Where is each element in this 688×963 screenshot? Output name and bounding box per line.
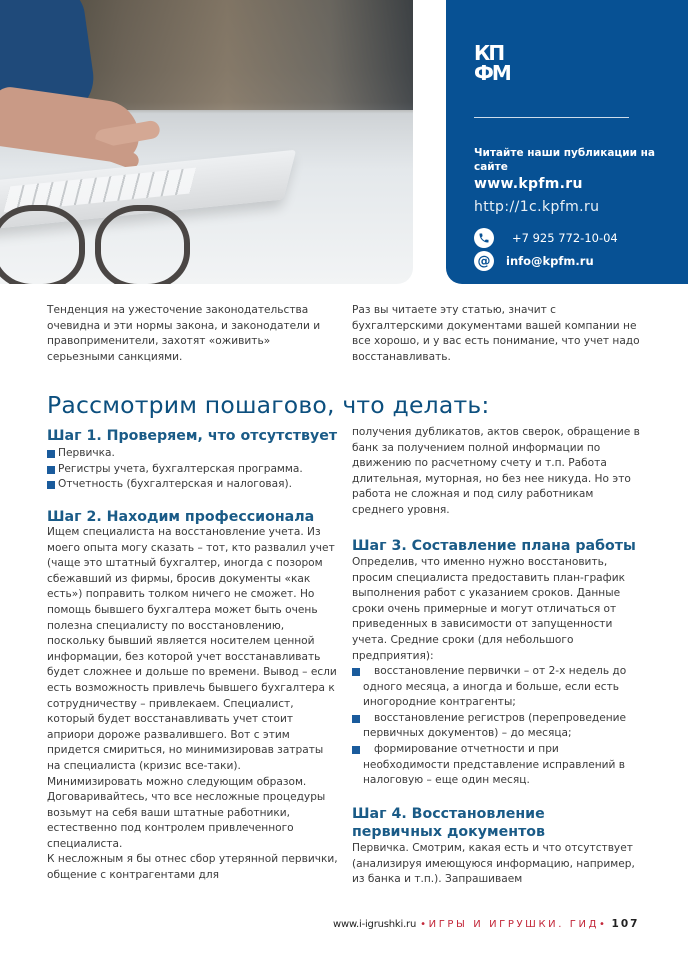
step-3-list — [352, 664, 644, 789]
step-2-body — [47, 525, 339, 884]
list-item: Отчетность (бухгалтерская и налоговая). — [47, 477, 337, 493]
intro-paragraph-right: Раз вы читаете эту статью, значит с бухгалтерскими документами вашей компании не все хорошо, и у вас есть понимание, что учет надо восстанавливать. — [352, 304, 640, 363]
step-2-continuation: получения дубликатов, актов сверок, обращение в банк за получением полной информации по движению по расчетному счету и т.п. Работа длительная, муторная, но без нее никуда. Но это работа не сложная и под силу работникам среднего уровня. — [352, 426, 640, 516]
step-1-list — [47, 446, 337, 493]
read-publications-text: Читайте наши публикации на сайте — [474, 147, 655, 173]
footer-site-link[interactable]: www.i-igrushki.ru — [333, 919, 417, 930]
photo-glasses — [0, 205, 190, 284]
panel-divider — [474, 117, 629, 118]
glasses-lens — [95, 205, 190, 284]
magazine-title: •ИГРЫ И ИГРУШКИ. ГИД• — [420, 919, 608, 930]
list-item: Первичка. — [47, 446, 337, 462]
intro-paragraph-left: Тенденция на ужесточение законодательства очевидна и эти нормы закона, и законодатели и правоприменители, захотят «оживить» серьезными санкциями. — [47, 304, 321, 363]
phone-contact[interactable] — [474, 228, 618, 248]
kpfm-logo — [474, 43, 514, 83]
step-2-heading: Шаг 2. Находим профессионала — [47, 509, 315, 525]
page-footer — [333, 918, 639, 930]
page-number: 107 — [611, 918, 640, 930]
email-contact[interactable] — [474, 251, 594, 271]
list-item: Регистры учета, бухгалтерская программа. — [47, 462, 337, 478]
step-3-heading: Шаг 3. Составление плана работы — [352, 538, 636, 554]
at-icon: @ — [474, 251, 494, 271]
section-heading: Рассмотрим пошагово, что делать: — [47, 391, 490, 419]
publisher-info-panel — [446, 0, 688, 284]
hero-photo — [0, 0, 413, 284]
step-4-heading: Шаг 4. Восстановление первичных документов — [352, 806, 546, 840]
list-item: формирование отчетности и при необходимости представление исправлений в налоговую – еще один месяц. — [352, 742, 644, 789]
step-1-heading: Шаг 1. Проверяем, что отсутствует — [47, 428, 338, 444]
phone-icon — [474, 228, 494, 248]
step-4-body: Первичка. Смотрим, какая есть и что отсутствует (анализируя имеющуюся информацию, например, из банка и т.п.). Запрашиваем — [352, 842, 635, 886]
glasses-lens — [0, 205, 85, 284]
logo-line-2: ФМ — [474, 61, 510, 85]
list-item: восстановление первички – от 2-х недель до одного месяца, а иногда и больше, если есть иногородние контрагенты; — [352, 664, 644, 711]
email-address: info@kpfm.ru — [506, 254, 594, 268]
website-link[interactable]: www.kpfm.ru — [474, 176, 583, 192]
website-1c-link[interactable]: http://1c.kpfm.ru — [474, 199, 600, 215]
logo-line-1: КП — [474, 41, 504, 65]
step-3-body: Определив, что именно нужно восстановить, просим специалиста предоставить план-график выполнения работ с указанием сроков. Данные сроки очень примерные и могут отличаться от приведенных в зависимости от запущенности учета. Средние сроки (для небольшого предприятия): — [352, 556, 626, 662]
list-item: восстановление регистров (перепроведение первичных документов) – до месяца; — [352, 711, 644, 742]
step-2-paragraph: Ищем специалиста на восстановление учета. Из моего опыта могу сказать – тот, кто развалил учет (чаще это штатный бухгалтер, иногда с позором сбежавший из фирмы, бросив документы «как есть») поправить толком ничего не сможет. Но помощь бывшего бухгалтера может быть очень полезна специалисту по восстановлению, поскольку бывший является носителем ценной информации, без которой учет восстанавливать будет сложнее и дольше по времени. Вывод – если есть возможность привлечь бывшего бухгалтера к сотрудничеству – привлекаем. Специалист, который будет восстанавливать учет стоит априори дороже развалившего. Вот с этим придется смириться, но минимизировав затраты на специалиста (кризис все-таки). Минимизировать можно следующим образом. Договаривайтесь, что все несложные процедуры возьмут на себя ваши штатные работники, естественно под контролем привлеченного специалиста. — [47, 526, 337, 850]
phone-number: +7 925 772-10-04 — [512, 231, 618, 245]
step-2-paragraph-2: К несложным я бы отнес сбор утерянной первички, общение с контрагентами для — [47, 853, 338, 882]
